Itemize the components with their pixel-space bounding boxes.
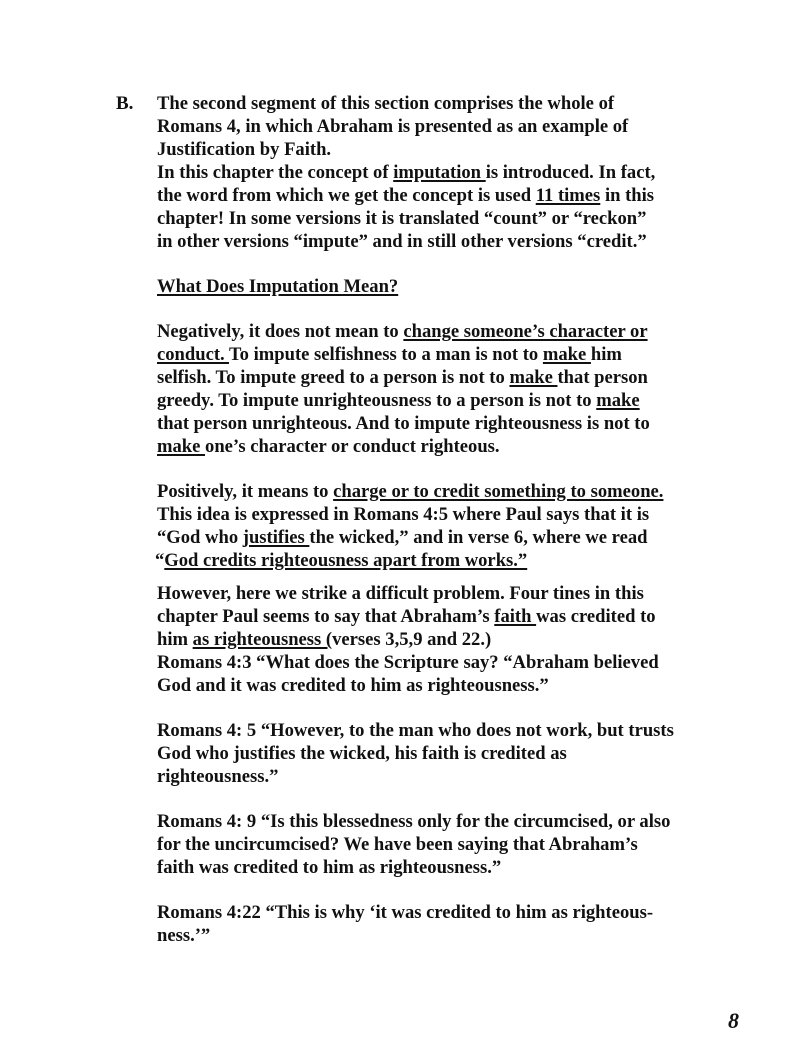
text-line xyxy=(157,412,717,435)
text-run: in this xyxy=(600,185,655,206)
text-run: However, here we strike a difficult problem. Four tines in this xyxy=(157,583,644,604)
text-run: the word from which we get the concept is used xyxy=(157,185,536,206)
paragraph-gap xyxy=(157,458,717,480)
underlined-term: make xyxy=(596,390,640,411)
paragraph-gap xyxy=(157,697,717,719)
text-line xyxy=(157,526,717,549)
text-run: that person unrighteous. And to impute righteousness is not to xyxy=(157,413,650,434)
text-line xyxy=(157,207,717,230)
underlined-term: God credits righteousness apart from works.” xyxy=(164,550,528,571)
text-run: Positively, it means to xyxy=(157,481,334,502)
text-line xyxy=(157,275,717,298)
text-run: greedy. To impute unrighteousness to a person is not to xyxy=(157,390,597,411)
text-line xyxy=(157,674,717,697)
text-line xyxy=(157,320,717,343)
underlined-term: change someone’s character or xyxy=(403,321,648,342)
problem-paragraph xyxy=(157,582,717,697)
text-line xyxy=(157,161,717,184)
text-line xyxy=(157,924,717,947)
text-line xyxy=(157,901,717,924)
positive-paragraph xyxy=(157,480,717,572)
page-number: 8 xyxy=(728,1008,739,1033)
paragraph-gap xyxy=(157,253,717,275)
text-run: is introduced. In fact, xyxy=(485,162,656,183)
paragraph-gap xyxy=(157,788,717,810)
text-run: was credited to xyxy=(536,606,656,627)
text-line xyxy=(157,810,717,833)
text-line xyxy=(157,92,717,115)
text-run: that person xyxy=(557,367,648,388)
text-run: God and it was credited to him as righteousness.” xyxy=(157,675,549,696)
text-line xyxy=(157,435,717,458)
text-line xyxy=(157,628,717,651)
verse-9-paragraph xyxy=(157,810,717,879)
text-run: for the uncircumcised? We have been saying that Abraham’s xyxy=(157,834,638,855)
text-run: Romans 4, in which Abraham is presented as an example of xyxy=(157,116,629,137)
underlined-term: conduct. xyxy=(157,344,229,365)
text-run: The second segment of this section comprises the whole of xyxy=(157,93,615,114)
text-run: To impute selfishness to a man is not to xyxy=(228,344,543,365)
underlined-term: make xyxy=(509,367,558,388)
text-line xyxy=(157,651,717,674)
text-line xyxy=(157,138,717,161)
section-heading xyxy=(157,275,717,298)
underlined-term: imputation xyxy=(393,162,486,183)
text-line xyxy=(157,582,717,605)
text-run: Romans 4: 5 “However, to the man who does not work, but trusts xyxy=(157,720,674,741)
text-line xyxy=(157,230,717,253)
text-run: verses 3,5,9 and 22.) xyxy=(332,629,492,650)
text-run: faith was credited to him as righteousness.” xyxy=(157,857,502,878)
text-run: him xyxy=(157,629,193,650)
underlined-term: make xyxy=(542,344,591,365)
text-run: “ xyxy=(155,550,165,571)
text-line xyxy=(157,366,717,389)
text-line xyxy=(157,856,717,879)
paragraph-gap xyxy=(157,572,717,582)
text-run: one’s character or conduct righteous. xyxy=(205,436,500,457)
text-run: God who justifies the wicked, his faith is credited as xyxy=(157,743,567,764)
text-line xyxy=(157,742,717,765)
verse-5-paragraph xyxy=(157,719,717,788)
text-run: Romans 4:22 “This is why ‘it was credited to him as righteous- xyxy=(157,902,654,923)
verse-22-paragraph xyxy=(157,901,717,947)
text-run: chapter! In some versions it is translated “count” or “reckon” xyxy=(157,208,647,229)
text-run: In this chapter the concept of xyxy=(157,162,394,183)
text-run: Romans 4:3 “What does the Scripture say? “Abraham believed xyxy=(157,652,659,673)
section-marker: B. xyxy=(116,93,134,114)
text-run: in other versions “impute” and in still other versions “credit.” xyxy=(157,231,647,252)
text-run: chapter Paul seems to say that Abraham’s xyxy=(157,606,495,627)
text-run: Negatively, it does not mean to xyxy=(157,321,404,342)
document-body xyxy=(157,92,717,947)
underlined-term: 11 times xyxy=(535,185,601,206)
text-run: “God who xyxy=(157,527,243,548)
intro-paragraph xyxy=(157,92,717,253)
text-line xyxy=(155,549,717,572)
text-run: Romans 4: 9 “Is this blessedness only for the circumcised, or also xyxy=(157,811,671,832)
text-line xyxy=(157,833,717,856)
paragraph-gap xyxy=(157,298,717,320)
text-line xyxy=(157,115,717,138)
text-run: the wicked,” and in verse 6, where we read xyxy=(309,527,648,548)
heading-text: What Does Imputation Mean? xyxy=(157,276,399,297)
text-run: This idea is expressed in Romans 4:5 where Paul says that it is xyxy=(157,504,650,525)
paragraph-gap xyxy=(157,879,717,901)
underlined-term: charge or to credit something to someone. xyxy=(333,481,664,502)
text-run: selfish. To impute greed to a person is not to xyxy=(157,367,510,388)
text-line xyxy=(157,184,717,207)
negative-paragraph xyxy=(157,320,717,458)
underlined-term: justifies xyxy=(242,527,310,548)
text-run: righteousness.” xyxy=(157,766,279,787)
text-run: ness.’” xyxy=(157,925,211,946)
text-line xyxy=(157,480,717,503)
text-line xyxy=(157,343,717,366)
text-line xyxy=(157,503,717,526)
text-line xyxy=(157,605,717,628)
text-line xyxy=(157,719,717,742)
text-line xyxy=(157,765,717,788)
text-line xyxy=(157,389,717,412)
underlined-term: make xyxy=(157,436,206,457)
underlined-term: as righteousness ( xyxy=(192,629,333,650)
text-run: Justification by Faith. xyxy=(157,139,332,160)
underlined-term: faith xyxy=(494,606,537,627)
text-run: him xyxy=(590,344,622,365)
